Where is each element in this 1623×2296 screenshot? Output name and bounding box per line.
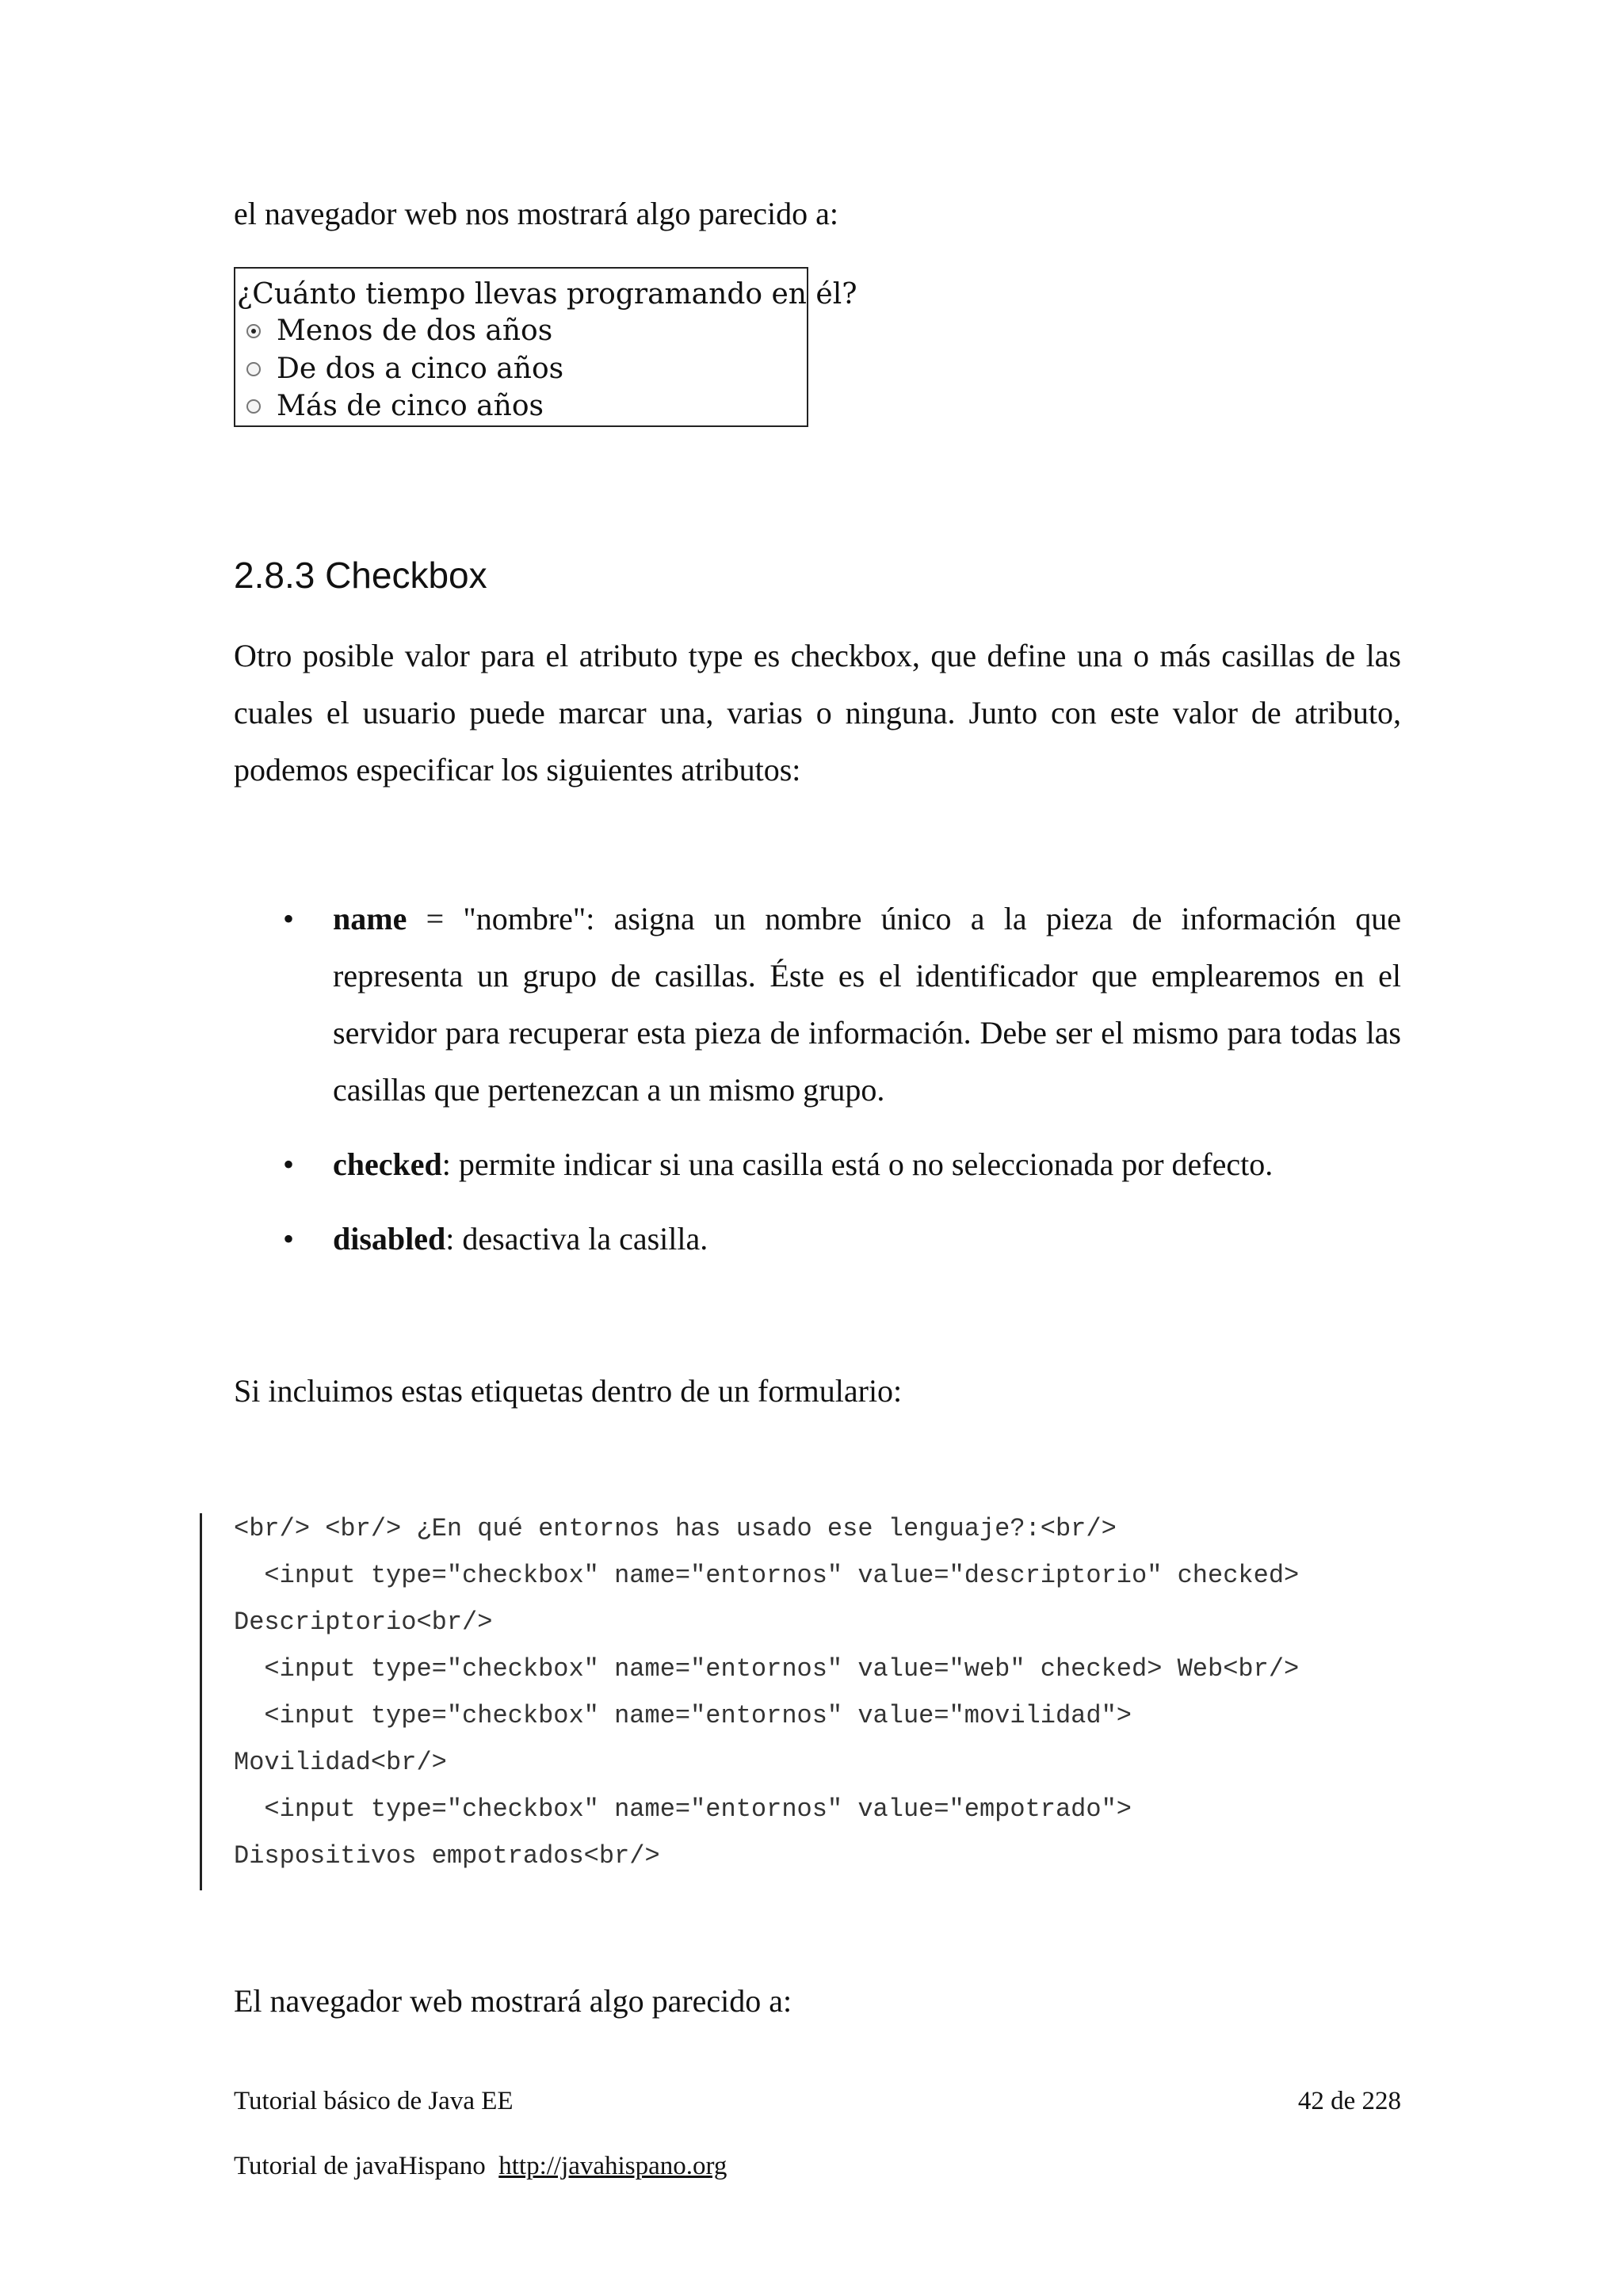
footer-link[interactable]: http://javahispano.org	[498, 2152, 727, 2180]
radio-example-box	[234, 267, 857, 427]
radio-option-label: Más de cinco años	[277, 390, 544, 422]
attribute-term: disabled	[333, 1221, 446, 1257]
code-line: <input type="checkbox" name="entornos" value="descriptorio" checked>	[234, 1561, 1300, 1590]
code-line: <input type="checkbox" name="entornos" value="web" checked> Web<br/>	[234, 1654, 1300, 1684]
list-item	[234, 891, 1401, 1119]
page-number: 42 de 228	[1297, 2087, 1401, 2115]
footer-title: Tutorial básico de Java EE	[234, 2087, 514, 2115]
code-line: Dispositivos empotrados<br/>	[234, 1841, 660, 1871]
radio-option[interactable]	[246, 353, 563, 385]
bullet-icon: •	[283, 1146, 295, 1182]
bullet-icon: •	[283, 901, 295, 936]
closing-text: El navegador web mostrará algo parecido a:	[234, 1983, 792, 2019]
code-line: Descriptorio<br/>	[234, 1608, 493, 1637]
list-item	[234, 1211, 1401, 1268]
radio-unselected-icon[interactable]	[246, 362, 261, 376]
attribute-desc: : desactiva la casilla.	[445, 1221, 708, 1257]
radio-option-label: Menos de dos años	[277, 315, 553, 347]
footer-credit	[234, 2149, 727, 2183]
radio-question: ¿Cuánto tiempo llevas programando en él?	[237, 278, 857, 311]
lead-in-text: Si incluimos estas etiquetas dentro de un formulario:	[234, 1373, 903, 1409]
radio-option-label: De dos a cinco años	[277, 353, 564, 385]
attribute-desc: = "nombre": asigna un nombre único a la pieza de información que representa un grupo de casillas. Éste es el identificador que emplearemos en el servidor para recuperar esta pieza de información. Debe ser el mismo para todas las casillas que pertenezcan a un mismo grupo.	[333, 901, 1401, 1108]
radio-option[interactable]	[246, 390, 544, 422]
attribute-term: name	[333, 901, 407, 936]
section-heading: 2.8.3 Checkbox	[234, 555, 487, 596]
attribute-term: checked	[333, 1146, 442, 1182]
attribute-list	[234, 891, 1401, 1285]
code-block-bar	[200, 1513, 202, 1890]
code-line: <input type="checkbox" name="entornos" value="empotrado">	[234, 1794, 1132, 1824]
code-block	[234, 1505, 1299, 1879]
code-line: <br/> <br/> ¿En qué entornos has usado ese lenguaje?:<br/>	[234, 1514, 1117, 1543]
radio-selected-icon[interactable]	[246, 324, 261, 338]
radio-unselected-icon[interactable]	[246, 399, 261, 414]
code-line: <input type="checkbox" name="entornos" value="movilidad">	[234, 1701, 1132, 1730]
section-paragraph: Otro posible valor para el atributo type es checkbox, que define una o más casillas de las cuales el usuario puede marcar una, varias o ninguna. Junto con este valor de atributo, podemos especificar los siguientes atributos:	[234, 638, 1401, 788]
code-line: Movilidad<br/>	[234, 1748, 447, 1777]
radio-option[interactable]	[246, 315, 552, 347]
list-item	[234, 1136, 1401, 1193]
footer-credit-text: Tutorial de javaHispano	[234, 2152, 486, 2180]
bullet-icon: •	[283, 1221, 295, 1257]
intro-text: el navegador web nos mostrará algo parecido a:	[234, 196, 839, 231]
attribute-desc: : permite indicar si una casilla está o no seleccionada por defecto.	[441, 1146, 1274, 1182]
